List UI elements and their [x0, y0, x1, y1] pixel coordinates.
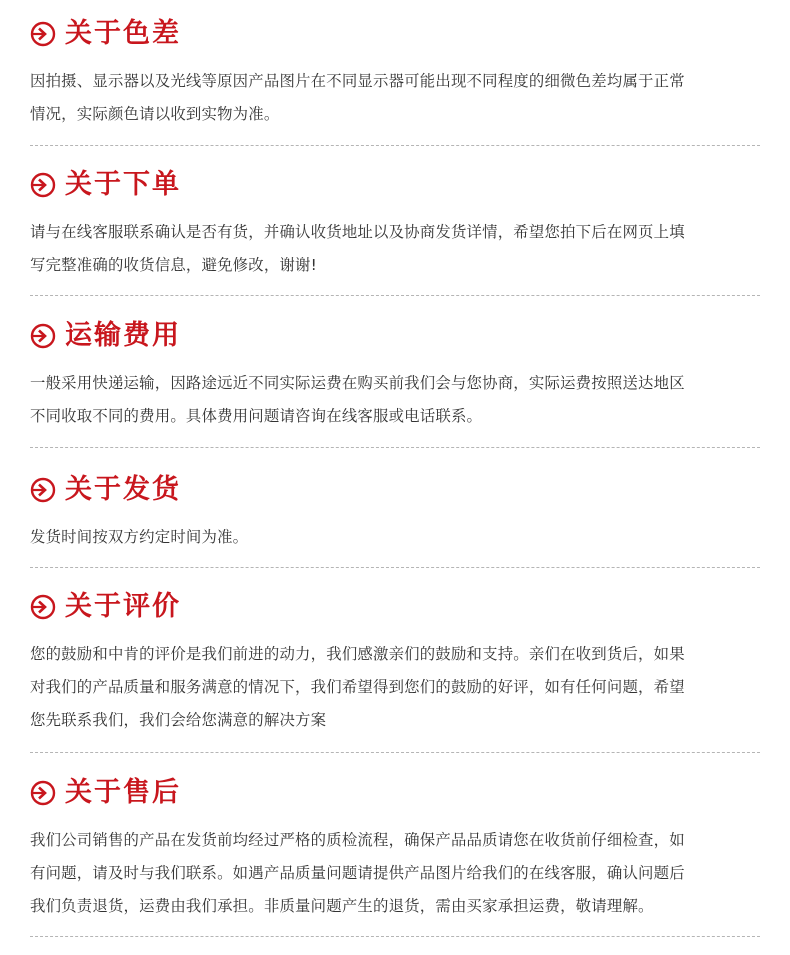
section-title: 关于色差: [65, 18, 181, 49]
section-shipping-fee: [30, 316, 760, 433]
body-line: 有问题，请及时与我们联系。如遇产品质量问题请提供产品图片给我们的在线客服，确认问题后: [30, 864, 685, 882]
section-heading: [30, 587, 760, 627]
section-heading: [30, 14, 760, 54]
section-heading: [30, 773, 760, 813]
dashed-divider: [30, 447, 760, 448]
body-line: 您的鼓励和中肯的评价是我们前进的动力，我们感激亲们的鼓励和支持。亲们在收到货后，如果: [30, 645, 685, 663]
body-line: 写完整准确的收货信息，避免修改，谢谢!: [30, 256, 318, 274]
section-ordering: [30, 165, 760, 282]
section-heading: [30, 165, 760, 205]
section-heading: [30, 316, 760, 356]
body-line: 我们公司销售的产品在发货前均经过严格的质检流程，确保产品品质请您在收货前仔细检查，如: [30, 831, 685, 849]
section-color-difference: [30, 14, 760, 131]
body-line: 您先联系我们，我们会给您满意的解决方案: [30, 711, 327, 729]
body-line: 对我们的产品质量和服务满意的情况下，我们希望得到您们的鼓励的好评，如有任何问题，希望: [30, 678, 685, 696]
chevron-circle-right-icon: [30, 323, 56, 349]
section-title: 关于售后: [65, 777, 181, 808]
chevron-circle-right-icon: [30, 172, 56, 198]
section-reviews: [30, 587, 760, 737]
dashed-divider: [30, 936, 760, 937]
section-delivery: [30, 470, 760, 554]
section-body: [30, 521, 760, 554]
body-line: 发货时间按双方约定时间为准。: [30, 528, 249, 546]
section-title: 关于评价: [65, 591, 181, 622]
dashed-divider: [30, 752, 760, 753]
chevron-circle-right-icon: [30, 594, 56, 620]
body-line: 请与在线客服联系确认是否有货，并确认收货地址以及协商发货详情，希望您拍下后在网页上填: [30, 223, 685, 241]
dashed-divider: [30, 145, 760, 146]
section-body: [30, 65, 760, 131]
dashed-divider: [30, 567, 760, 568]
body-line: 情况，实际颜色请以收到实物为准。: [30, 105, 280, 123]
section-body: [30, 216, 760, 282]
body-line: 我们负责退货，运费由我们承担。非质量问题产生的退货，需由买家承担运费，敬请理解。: [30, 897, 654, 915]
section-body: [30, 638, 760, 737]
section-body: [30, 367, 760, 433]
chevron-circle-right-icon: [30, 477, 56, 503]
dashed-divider: [30, 295, 760, 296]
section-heading: [30, 470, 760, 510]
body-line: 一般采用快递运输，因路途远近不同实际运费在购买前我们会与您协商，实际运费按照送达地区: [30, 374, 685, 392]
section-title: 关于下单: [65, 169, 181, 200]
section-body: [30, 824, 760, 923]
body-line: 因拍摄、显示器以及光线等原因产品图片在不同显示器可能出现不同程度的细微色差均属于正常: [30, 72, 685, 90]
section-after-sales: [30, 773, 760, 923]
section-title: 关于发货: [65, 474, 181, 505]
chevron-circle-right-icon: [30, 780, 56, 806]
section-title: 运输费用: [65, 320, 181, 351]
chevron-circle-right-icon: [30, 21, 56, 47]
body-line: 不同收取不同的费用。具体费用问题请咨询在线客服或电话联系。: [30, 407, 483, 425]
